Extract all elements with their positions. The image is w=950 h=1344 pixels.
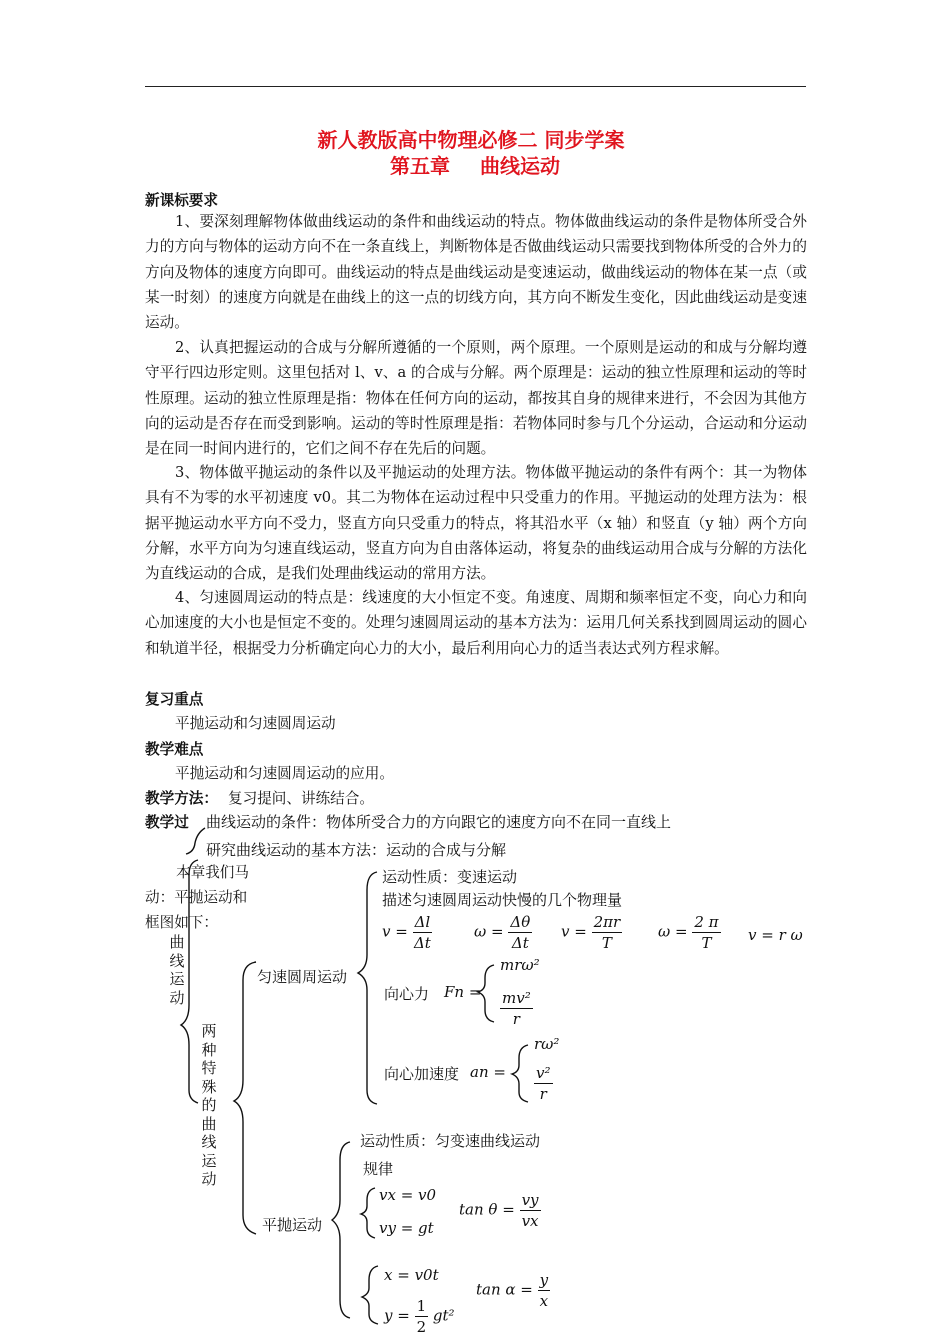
x-eq: x = v0t bbox=[384, 1266, 439, 1284]
linear-velocity-period: v = $\frac{2\pi r}{T}$ bbox=[561, 913, 621, 952]
projectile-motion-node: 平抛运动 bbox=[262, 1216, 323, 1234]
circular-quantities: 描述匀速圆周运动快慢的几个物理量 bbox=[382, 891, 623, 909]
projectile-law: 规律 bbox=[363, 1160, 394, 1178]
acc-brace bbox=[512, 1045, 528, 1102]
covered-text-2: 动：平抛运动和 bbox=[145, 889, 248, 906]
covered-text-3: 框图如下： bbox=[145, 914, 218, 931]
centripetal-force-symbol: Fn = bbox=[444, 983, 482, 1001]
method-heading: 教学方法： bbox=[145, 790, 218, 807]
requirements-heading: 新课标要求 bbox=[145, 192, 218, 209]
requirement-2: 2、认真把握运动的合成与分解所遵循的一个原则，两个原理。一个原则是运动的和成与分解均遵守平行四边形定则。这里包括对 l、v、a 的合成与分解。两个原理是：运动的独立性原理和运动的等时性原理。运动的独立性原理是指：物体在任何方向的运动，都按其自身的规律来进行，不会因为其他方向的运动是否存在而受到影响。运动的等时性原理是指：若物体同时参与几个分运动，合运动和分运动是在同一时间内进行的，它们之间不存在先后的问题。 bbox=[145, 339, 807, 458]
requirement-4: 4、匀速圆周运动的特点是：线速度的大小恒定不变。角速度、周期和频率恒定不变，向心力和向心加速度的大小也是恒定不变的。处理匀速圆周运动的基本方法为：运用几何关系找到圆周运动的圆心和轨道半径，根据受力分析确定向心力的大小，最后利用向心力的适当表达式列方程求解。 bbox=[145, 589, 807, 657]
method-node: 研究曲线运动的基本方法：运动的合成与分解 bbox=[206, 841, 507, 859]
projectile-nature: 运动性质：匀变速曲线运动 bbox=[360, 1132, 541, 1150]
method-text: 复习提问、讲练结合。 bbox=[228, 790, 374, 807]
top-small-brace bbox=[186, 828, 205, 854]
condition-node: 曲线运动的条件：物体所受合力的方向跟它的速度方向不在同一直线上 bbox=[206, 813, 672, 831]
y-eq: y = $\frac{1}{2}$ gt² bbox=[384, 1297, 455, 1336]
acc-v2-r: $\frac{\text{v²}}{r}$ bbox=[536, 1064, 551, 1103]
review-text: 平抛运动和匀速圆周运动 bbox=[175, 715, 336, 732]
difficulty-heading: 教学难点 bbox=[145, 741, 204, 758]
root-label: 曲线运动 bbox=[169, 933, 185, 1007]
velocity-brace bbox=[361, 1188, 375, 1238]
circular-nature: 运动性质：变速运动 bbox=[382, 868, 518, 886]
difficulty-text: 平抛运动和匀速圆周运动的应用。 bbox=[175, 765, 394, 782]
displacement-brace bbox=[362, 1266, 378, 1324]
vy-eq: vy = gt bbox=[379, 1219, 434, 1237]
tan-alpha-eq: tan α = $\frac{y}{x}$ bbox=[476, 1271, 549, 1310]
review-heading: 复习重点 bbox=[145, 691, 204, 708]
tan-theta-eq: tan θ = $\frac{vy}{vx}$ bbox=[459, 1191, 539, 1230]
force-mrw2: mrω² bbox=[500, 956, 540, 974]
v-equals-r-omega: v = r ω bbox=[748, 926, 803, 944]
force-mv2-r: $\frac{\text{mv²}}{r}$ bbox=[502, 989, 531, 1028]
chapter-title: 第五章 曲线运动 bbox=[390, 154, 560, 178]
angular-velocity-period: ω = $\frac{2 \pi}{T}$ bbox=[658, 913, 719, 952]
vx-eq: vx = v0 bbox=[379, 1186, 437, 1204]
centripetal-acc-symbol: an = bbox=[470, 1063, 506, 1081]
document-title: 新人教版高中物理必修二 同步学案 bbox=[317, 128, 625, 152]
projectile-brace bbox=[332, 1142, 350, 1318]
covered-text-1: 本章我们马 bbox=[176, 864, 249, 881]
circular-brace bbox=[358, 872, 377, 1104]
special-brace bbox=[234, 962, 256, 1234]
centripetal-acc-label: 向心加速度 bbox=[384, 1065, 460, 1083]
requirement-1: 1、要深刻理解物体做曲线运动的条件和曲线运动的特点。物体做曲线运动的条件是物体所受合外力的方向与物体的运动方向不在一条直线上，判断物体是否做曲线运动只需要找到物体所受的合外力的方向及物体的速度方向即可。曲线运动的特点是曲线运动是变速运动，做曲线运动的物体在某一点（或某一时刻）的速度方向就是在曲线上的这一点的切线方向，其方向不断发生变化，因此曲线运动是变速运动。 bbox=[145, 213, 807, 332]
linear-velocity-def: v = $\frac{\Delta l}{\Delta t}$ bbox=[382, 913, 431, 952]
requirement-3: 3、物体做平抛运动的条件以及平抛运动的处理方法。物体做平抛运动的条件有两个：其一为物体具有不为零的水平初速度 v0。其二为物体在运动过程中只受重力的作用。平抛运动的处理方法为：根据平抛运动水平方向不受力，竖直方向只受重力的特点，将其沿水平（x 轴）和竖直（y 轴）两个方向分解，水平方向为匀速直线运动，竖直方向为自由落体运动，将复杂的曲线运动用合成与分解的方法化为直线运动的合成，是我们处理曲线运动的常用方法。 bbox=[145, 464, 807, 583]
acc-rw2: rω² bbox=[534, 1035, 560, 1053]
special-node: 两种特殊的曲线运动 bbox=[201, 1022, 217, 1188]
circular-motion-node: 匀速圆周运动 bbox=[257, 968, 348, 986]
angular-velocity-def: ω = $\frac{\Delta\theta}{\Delta t}$ bbox=[474, 913, 531, 952]
process-heading: 教学过 bbox=[145, 814, 189, 831]
centripetal-force-label: 向心力 bbox=[384, 985, 430, 1003]
